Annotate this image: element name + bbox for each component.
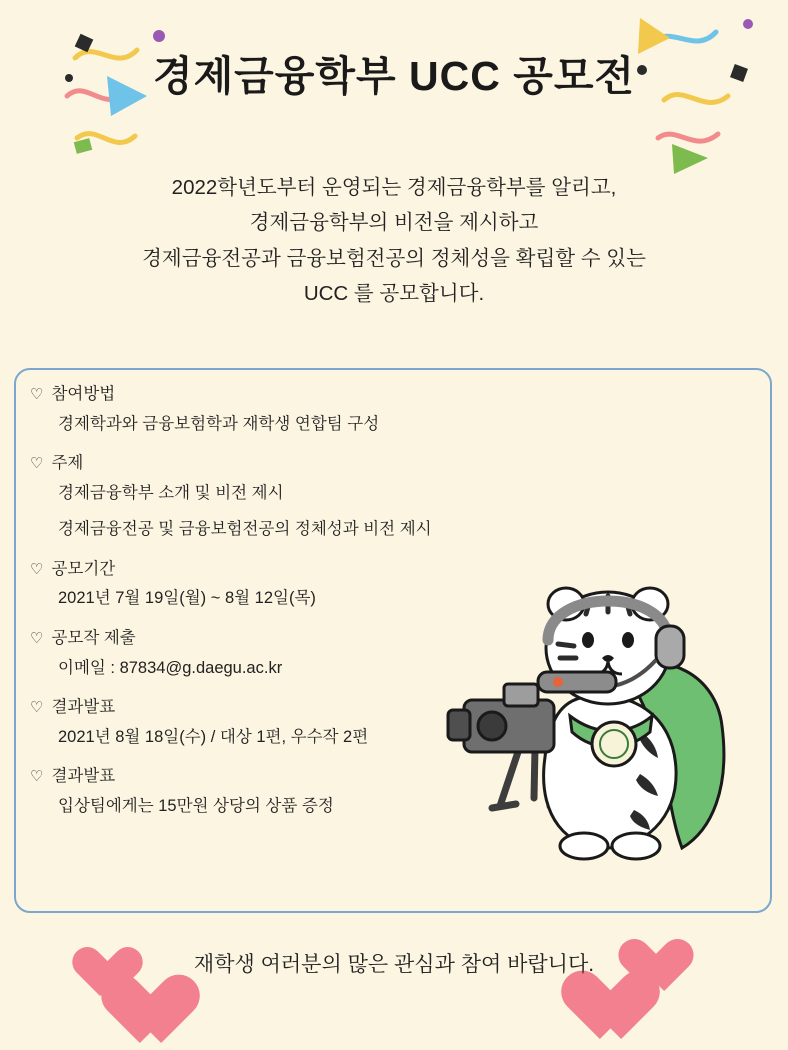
- poster-title-container: [0, 52, 788, 101]
- footer-message: 재학생 여러분의 많은 관심과 참여 바랍니다.: [193, 953, 595, 976]
- intro-paragraph: [0, 170, 788, 311]
- intro-line: 경제금융학부의 비전을 제시하고: [249, 211, 539, 235]
- detail-heading: 주제: [51, 454, 84, 473]
- detail-heading: 결과발표: [51, 767, 116, 786]
- detail-heading: 참여방법: [51, 385, 116, 403]
- heart-outline-icon: ♡: [30, 385, 44, 403]
- detail-line: 경제금융학부 소개 및 비전 제시: [58, 483, 284, 502]
- intro-line: 경제금융전공과 금융보험전공의 정체성을 확립할 수 있는: [142, 246, 646, 270]
- detail-heading: 공모작 제출: [51, 628, 136, 647]
- detail-line: 경제금융전공 및 금융보험전공의 정체성과 비전 제시: [58, 520, 432, 539]
- detail-line: 입상팀에게는 15만원 상당의 상품 증정: [58, 796, 334, 815]
- detail-section: [30, 451, 590, 543]
- heart-decoration: [600, 972, 642, 1014]
- tiger-mascot-with-camera-illustration: [430, 548, 770, 888]
- detail-line: 경제학과와 금융보험학과 재학생 연합팀 구성: [58, 414, 380, 433]
- submission-email: 이메일 : 87834@g.daegu.ac.kr: [58, 658, 283, 677]
- detail-heading: 공모기간: [51, 559, 116, 578]
- heart-outline-icon: ♡: [30, 455, 44, 473]
- heart-decoration: [140, 976, 182, 1018]
- intro-line: UCC 를 공모합니다.: [303, 281, 485, 305]
- heart-outline-icon: ♡: [30, 629, 44, 647]
- heart-outline-icon: ♡: [30, 698, 44, 716]
- detail-section: [30, 382, 590, 437]
- detail-heading-row: [30, 382, 590, 407]
- detail-line: 2021년 7월 19일(월) ~ 8월 12일(목): [58, 589, 316, 608]
- detail-heading-row: [30, 451, 590, 476]
- heart-outline-icon: ♡: [30, 560, 44, 578]
- detail-heading: 결과발표: [51, 697, 116, 716]
- heart-outline-icon: ♡: [30, 767, 44, 785]
- detail-line: 2021년 8월 18일(수) / 대상 1편, 우수작 2편: [58, 727, 369, 746]
- intro-line: 2022학년도부터 운영되는 경제금융학부를 알리고,: [171, 176, 617, 199]
- page-title: 경제금융학부 UCC 공모전: [152, 53, 636, 99]
